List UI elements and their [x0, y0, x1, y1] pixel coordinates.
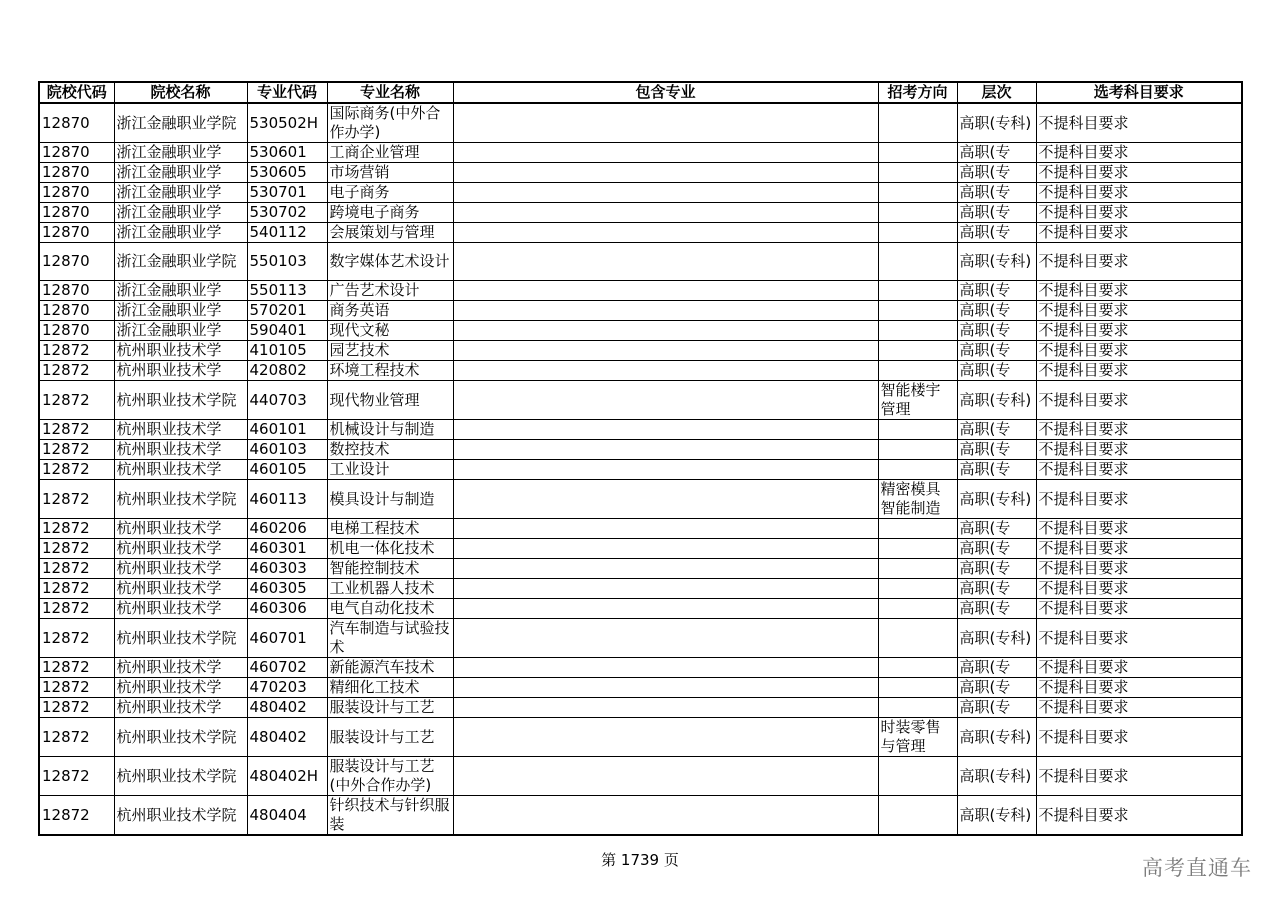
cell-major-name: 跨境电子商务	[327, 203, 453, 223]
cell-school-name: 杭州职业技术学院	[114, 796, 247, 836]
cell-subject-requirement: 不提科目要求	[1036, 440, 1242, 460]
cell-subject-requirement: 不提科目要求	[1036, 420, 1242, 440]
cell-major-code: 570201	[247, 301, 327, 321]
cell-school-name: 浙江金融职业学	[114, 143, 247, 163]
table-header-row	[39, 82, 1242, 103]
cell-school-name: 杭州职业技术学院	[114, 619, 247, 658]
cell-subject-requirement: 不提科目要求	[1036, 183, 1242, 203]
cell-major-name: 服装设计与工艺	[327, 698, 453, 718]
cell-direction	[878, 757, 957, 796]
cell-school-name: 浙江金融职业学院	[114, 243, 247, 281]
cell-major-code: 460303	[247, 559, 327, 579]
cell-direction	[878, 796, 957, 836]
table-row	[39, 519, 1242, 539]
table-row	[39, 796, 1242, 836]
cell-level: 高职(专	[957, 301, 1036, 321]
cell-major-code: 460103	[247, 440, 327, 460]
cell-subject-requirement: 不提科目要求	[1036, 796, 1242, 836]
cell-school-name: 浙江金融职业学院	[114, 103, 247, 143]
cell-school-name: 杭州职业技术学	[114, 420, 247, 440]
cell-level: 高职(专科)	[957, 757, 1036, 796]
cell-included-majors	[453, 301, 878, 321]
cell-school-code: 12870	[39, 281, 114, 301]
cell-school-name: 杭州职业技术学	[114, 599, 247, 619]
cell-subject-requirement: 不提科目要求	[1036, 163, 1242, 183]
cell-major-name: 机械设计与制造	[327, 420, 453, 440]
cell-school-name: 杭州职业技术学院	[114, 381, 247, 420]
cell-major-name: 精细化工技术	[327, 678, 453, 698]
cell-school-code: 12872	[39, 658, 114, 678]
cell-major-code: 410105	[247, 341, 327, 361]
cell-subject-requirement: 不提科目要求	[1036, 698, 1242, 718]
cell-subject-requirement: 不提科目要求	[1036, 678, 1242, 698]
cell-school-name: 杭州职业技术学	[114, 579, 247, 599]
cell-included-majors	[453, 341, 878, 361]
cell-subject-requirement: 不提科目要求	[1036, 281, 1242, 301]
cell-level: 高职(专科)	[957, 480, 1036, 519]
cell-school-code: 12872	[39, 619, 114, 658]
cell-major-name: 现代文秘	[327, 321, 453, 341]
table-row	[39, 103, 1242, 143]
table-row	[39, 281, 1242, 301]
table-row	[39, 599, 1242, 619]
cell-direction	[878, 163, 957, 183]
table-row	[39, 757, 1242, 796]
cell-level: 高职(专科)	[957, 381, 1036, 420]
cell-school-code: 12872	[39, 678, 114, 698]
cell-school-code: 12872	[39, 519, 114, 539]
cell-major-name: 数字媒体艺术设计	[327, 243, 453, 281]
cell-major-code: 460702	[247, 658, 327, 678]
cell-level: 高职(专	[957, 678, 1036, 698]
table-row	[39, 361, 1242, 381]
cell-major-code: 460113	[247, 480, 327, 519]
cell-subject-requirement: 不提科目要求	[1036, 579, 1242, 599]
cell-school-name: 杭州职业技术学	[114, 678, 247, 698]
table-row	[39, 321, 1242, 341]
cell-direction: 智能楼宇管理	[878, 381, 957, 420]
cell-major-name: 广告艺术设计	[327, 281, 453, 301]
cell-school-code: 12872	[39, 361, 114, 381]
cell-direction	[878, 203, 957, 223]
cell-major-name: 工商企业管理	[327, 143, 453, 163]
cell-level: 高职(专	[957, 420, 1036, 440]
header-major-name: 专业名称	[327, 82, 453, 103]
cell-direction	[878, 579, 957, 599]
cell-major-code: 540112	[247, 223, 327, 243]
cell-direction	[878, 658, 957, 678]
table-row	[39, 559, 1242, 579]
table-row	[39, 460, 1242, 480]
cell-major-code: 530702	[247, 203, 327, 223]
cell-school-name: 浙江金融职业学	[114, 223, 247, 243]
cell-school-code: 12872	[39, 559, 114, 579]
cell-included-majors	[453, 163, 878, 183]
cell-subject-requirement: 不提科目要求	[1036, 381, 1242, 420]
cell-major-code: 530605	[247, 163, 327, 183]
cell-direction	[878, 143, 957, 163]
cell-level: 高职(专科)	[957, 243, 1036, 281]
cell-level: 高职(专	[957, 203, 1036, 223]
cell-direction: 时装零售与管理	[878, 718, 957, 757]
table-row	[39, 480, 1242, 519]
cell-included-majors	[453, 718, 878, 757]
cell-included-majors	[453, 796, 878, 836]
cell-school-name: 杭州职业技术学院	[114, 757, 247, 796]
cell-included-majors	[453, 698, 878, 718]
cell-level: 高职(专	[957, 519, 1036, 539]
cell-level: 高职(专	[957, 460, 1036, 480]
cell-direction	[878, 460, 957, 480]
cell-direction	[878, 223, 957, 243]
cell-included-majors	[453, 361, 878, 381]
cell-major-name: 现代物业管理	[327, 381, 453, 420]
cell-subject-requirement: 不提科目要求	[1036, 341, 1242, 361]
table-row	[39, 658, 1242, 678]
cell-direction	[878, 678, 957, 698]
cell-included-majors	[453, 281, 878, 301]
cell-direction	[878, 281, 957, 301]
cell-major-code: 590401	[247, 321, 327, 341]
cell-level: 高职(专	[957, 223, 1036, 243]
cell-major-name: 工业机器人技术	[327, 579, 453, 599]
table-row	[39, 698, 1242, 718]
cell-subject-requirement: 不提科目要求	[1036, 103, 1242, 143]
cell-subject-requirement: 不提科目要求	[1036, 301, 1242, 321]
watermark-logo-text: 高考直通车	[1142, 856, 1252, 880]
cell-major-name: 园艺技术	[327, 341, 453, 361]
cell-school-name: 浙江金融职业学	[114, 163, 247, 183]
cell-subject-requirement: 不提科目要求	[1036, 243, 1242, 281]
cell-school-code: 12872	[39, 480, 114, 519]
cell-included-majors	[453, 757, 878, 796]
cell-major-name: 服装设计与工艺	[327, 718, 453, 757]
cell-major-name: 工业设计	[327, 460, 453, 480]
cell-major-name: 服装设计与工艺(中外合作办学)	[327, 757, 453, 796]
cell-major-name: 新能源汽车技术	[327, 658, 453, 678]
cell-school-code: 12872	[39, 599, 114, 619]
cell-included-majors	[453, 103, 878, 143]
cell-school-code: 12872	[39, 757, 114, 796]
cell-included-majors	[453, 440, 878, 460]
cell-school-code: 12870	[39, 163, 114, 183]
cell-included-majors	[453, 559, 878, 579]
cell-level: 高职(专	[957, 440, 1036, 460]
cell-included-majors	[453, 519, 878, 539]
cell-level: 高职(专	[957, 163, 1036, 183]
cell-direction	[878, 619, 957, 658]
cell-level: 高职(专	[957, 361, 1036, 381]
header-direction: 招考方向	[878, 82, 957, 103]
cell-included-majors	[453, 321, 878, 341]
cell-school-name: 浙江金融职业学	[114, 301, 247, 321]
cell-direction	[878, 361, 957, 381]
cell-school-code: 12870	[39, 321, 114, 341]
table-row	[39, 223, 1242, 243]
cell-direction	[878, 698, 957, 718]
cell-major-code: 460306	[247, 599, 327, 619]
cell-direction: 精密模具智能制造	[878, 480, 957, 519]
cell-subject-requirement: 不提科目要求	[1036, 519, 1242, 539]
cell-school-code: 12870	[39, 223, 114, 243]
cell-subject-requirement: 不提科目要求	[1036, 619, 1242, 658]
cell-school-name: 杭州职业技术学	[114, 539, 247, 559]
cell-level: 高职(专	[957, 143, 1036, 163]
cell-school-name: 浙江金融职业学	[114, 321, 247, 341]
cell-subject-requirement: 不提科目要求	[1036, 321, 1242, 341]
cell-school-name: 杭州职业技术学	[114, 559, 247, 579]
cell-major-name: 电气自动化技术	[327, 599, 453, 619]
table-row	[39, 163, 1242, 183]
cell-school-code: 12872	[39, 440, 114, 460]
cell-school-code: 12872	[39, 796, 114, 836]
cell-level: 高职(专科)	[957, 718, 1036, 757]
cell-school-name: 浙江金融职业学	[114, 183, 247, 203]
cell-major-code: 480404	[247, 796, 327, 836]
cell-school-name: 浙江金融职业学	[114, 281, 247, 301]
cell-level: 高职(专	[957, 599, 1036, 619]
table-row	[39, 341, 1242, 361]
table-body	[39, 103, 1242, 835]
cell-school-code: 12870	[39, 183, 114, 203]
cell-major-code: 460301	[247, 539, 327, 559]
cell-major-code: 460105	[247, 460, 327, 480]
cell-subject-requirement: 不提科目要求	[1036, 223, 1242, 243]
cell-major-name: 会展策划与管理	[327, 223, 453, 243]
cell-school-code: 12872	[39, 460, 114, 480]
cell-major-code: 550103	[247, 243, 327, 281]
cell-school-code: 12870	[39, 203, 114, 223]
cell-level: 高职(专	[957, 341, 1036, 361]
cell-direction	[878, 539, 957, 559]
cell-school-name: 杭州职业技术学院	[114, 480, 247, 519]
cell-school-code: 12872	[39, 341, 114, 361]
cell-included-majors	[453, 539, 878, 559]
table-row	[39, 678, 1242, 698]
cell-direction	[878, 599, 957, 619]
cell-included-majors	[453, 579, 878, 599]
cell-major-code: 460206	[247, 519, 327, 539]
cell-subject-requirement: 不提科目要求	[1036, 143, 1242, 163]
cell-major-code: 480402	[247, 718, 327, 757]
cell-subject-requirement: 不提科目要求	[1036, 599, 1242, 619]
cell-major-name: 国际商务(中外合作办学)	[327, 103, 453, 143]
page-number: 第 1739 页	[601, 851, 679, 869]
cell-subject-requirement: 不提科目要求	[1036, 757, 1242, 796]
cell-level: 高职(专	[957, 321, 1036, 341]
cell-school-name: 杭州职业技术学	[114, 361, 247, 381]
cell-direction	[878, 341, 957, 361]
cell-included-majors	[453, 420, 878, 440]
cell-major-code: 480402	[247, 698, 327, 718]
table-row	[39, 301, 1242, 321]
table-row	[39, 203, 1242, 223]
cell-school-code: 12872	[39, 381, 114, 420]
header-subject-requirement: 选考科目要求	[1036, 82, 1242, 103]
cell-level: 高职(专	[957, 698, 1036, 718]
cell-major-name: 市场营销	[327, 163, 453, 183]
cell-included-majors	[453, 243, 878, 281]
cell-level: 高职(专科)	[957, 619, 1036, 658]
cell-subject-requirement: 不提科目要求	[1036, 480, 1242, 519]
cell-major-code: 470203	[247, 678, 327, 698]
cell-school-code: 12872	[39, 420, 114, 440]
cell-included-majors	[453, 678, 878, 698]
cell-direction	[878, 321, 957, 341]
cell-major-name: 电梯工程技术	[327, 519, 453, 539]
cell-major-code: 460701	[247, 619, 327, 658]
cell-school-code: 12870	[39, 301, 114, 321]
cell-major-name: 商务英语	[327, 301, 453, 321]
cell-subject-requirement: 不提科目要求	[1036, 460, 1242, 480]
cell-major-name: 数控技术	[327, 440, 453, 460]
cell-major-code: 530701	[247, 183, 327, 203]
cell-included-majors	[453, 460, 878, 480]
cell-school-code: 12872	[39, 698, 114, 718]
cell-school-code: 12872	[39, 539, 114, 559]
cell-subject-requirement: 不提科目要求	[1036, 559, 1242, 579]
table-row	[39, 579, 1242, 599]
cell-major-code: 530601	[247, 143, 327, 163]
cell-major-name: 电子商务	[327, 183, 453, 203]
cell-school-code: 12872	[39, 579, 114, 599]
cell-school-code: 12870	[39, 103, 114, 143]
cell-school-name: 杭州职业技术学	[114, 698, 247, 718]
cell-major-code: 440703	[247, 381, 327, 420]
cell-direction	[878, 103, 957, 143]
cell-major-code: 460305	[247, 579, 327, 599]
cell-school-name: 杭州职业技术学院	[114, 718, 247, 757]
cell-school-name: 杭州职业技术学	[114, 460, 247, 480]
cell-major-name: 汽车制造与试验技术	[327, 619, 453, 658]
cell-direction	[878, 440, 957, 460]
cell-included-majors	[453, 223, 878, 243]
table-row	[39, 420, 1242, 440]
admissions-table	[38, 81, 1243, 836]
header-school-name: 院校名称	[114, 82, 247, 103]
cell-included-majors	[453, 619, 878, 658]
cell-level: 高职(专科)	[957, 796, 1036, 836]
cell-major-code: 550113	[247, 281, 327, 301]
table-row	[39, 539, 1242, 559]
cell-level: 高职(专	[957, 183, 1036, 203]
header-school-code: 院校代码	[39, 82, 114, 103]
cell-school-name: 杭州职业技术学	[114, 658, 247, 678]
header-included-majors: 包含专业	[453, 82, 878, 103]
cell-level: 高职(专科)	[957, 103, 1036, 143]
cell-school-code: 12870	[39, 143, 114, 163]
cell-school-code: 12872	[39, 718, 114, 757]
cell-level: 高职(专	[957, 579, 1036, 599]
table-row	[39, 718, 1242, 757]
cell-level: 高职(专	[957, 559, 1036, 579]
cell-included-majors	[453, 599, 878, 619]
table-row	[39, 143, 1242, 163]
cell-major-name: 针织技术与针织服装	[327, 796, 453, 836]
header-level: 层次	[957, 82, 1036, 103]
cell-major-code: 530502H	[247, 103, 327, 143]
cell-school-code: 12870	[39, 243, 114, 281]
cell-school-name: 杭州职业技术学	[114, 341, 247, 361]
cell-included-majors	[453, 658, 878, 678]
cell-included-majors	[453, 480, 878, 519]
cell-included-majors	[453, 203, 878, 223]
cell-direction	[878, 301, 957, 321]
table-row	[39, 440, 1242, 460]
cell-included-majors	[453, 381, 878, 420]
table-row	[39, 243, 1242, 281]
cell-included-majors	[453, 183, 878, 203]
cell-subject-requirement: 不提科目要求	[1036, 361, 1242, 381]
table-row	[39, 381, 1242, 420]
cell-level: 高职(专	[957, 539, 1036, 559]
header-major-code: 专业代码	[247, 82, 327, 103]
cell-major-name: 机电一体化技术	[327, 539, 453, 559]
cell-subject-requirement: 不提科目要求	[1036, 203, 1242, 223]
table-row	[39, 183, 1242, 203]
cell-level: 高职(专	[957, 658, 1036, 678]
cell-major-code: 480402H	[247, 757, 327, 796]
cell-direction	[878, 519, 957, 539]
cell-direction	[878, 420, 957, 440]
table-row	[39, 619, 1242, 658]
cell-subject-requirement: 不提科目要求	[1036, 539, 1242, 559]
cell-major-code: 460101	[247, 420, 327, 440]
cell-direction	[878, 559, 957, 579]
cell-subject-requirement: 不提科目要求	[1036, 718, 1242, 757]
cell-level: 高职(专	[957, 281, 1036, 301]
cell-school-name: 杭州职业技术学	[114, 440, 247, 460]
cell-school-name: 杭州职业技术学	[114, 519, 247, 539]
cell-major-name: 智能控制技术	[327, 559, 453, 579]
cell-direction	[878, 183, 957, 203]
cell-direction	[878, 243, 957, 281]
cell-major-name: 模具设计与制造	[327, 480, 453, 519]
cell-subject-requirement: 不提科目要求	[1036, 658, 1242, 678]
cell-major-name: 环境工程技术	[327, 361, 453, 381]
cell-included-majors	[453, 143, 878, 163]
cell-school-name: 浙江金融职业学	[114, 203, 247, 223]
cell-major-code: 420802	[247, 361, 327, 381]
